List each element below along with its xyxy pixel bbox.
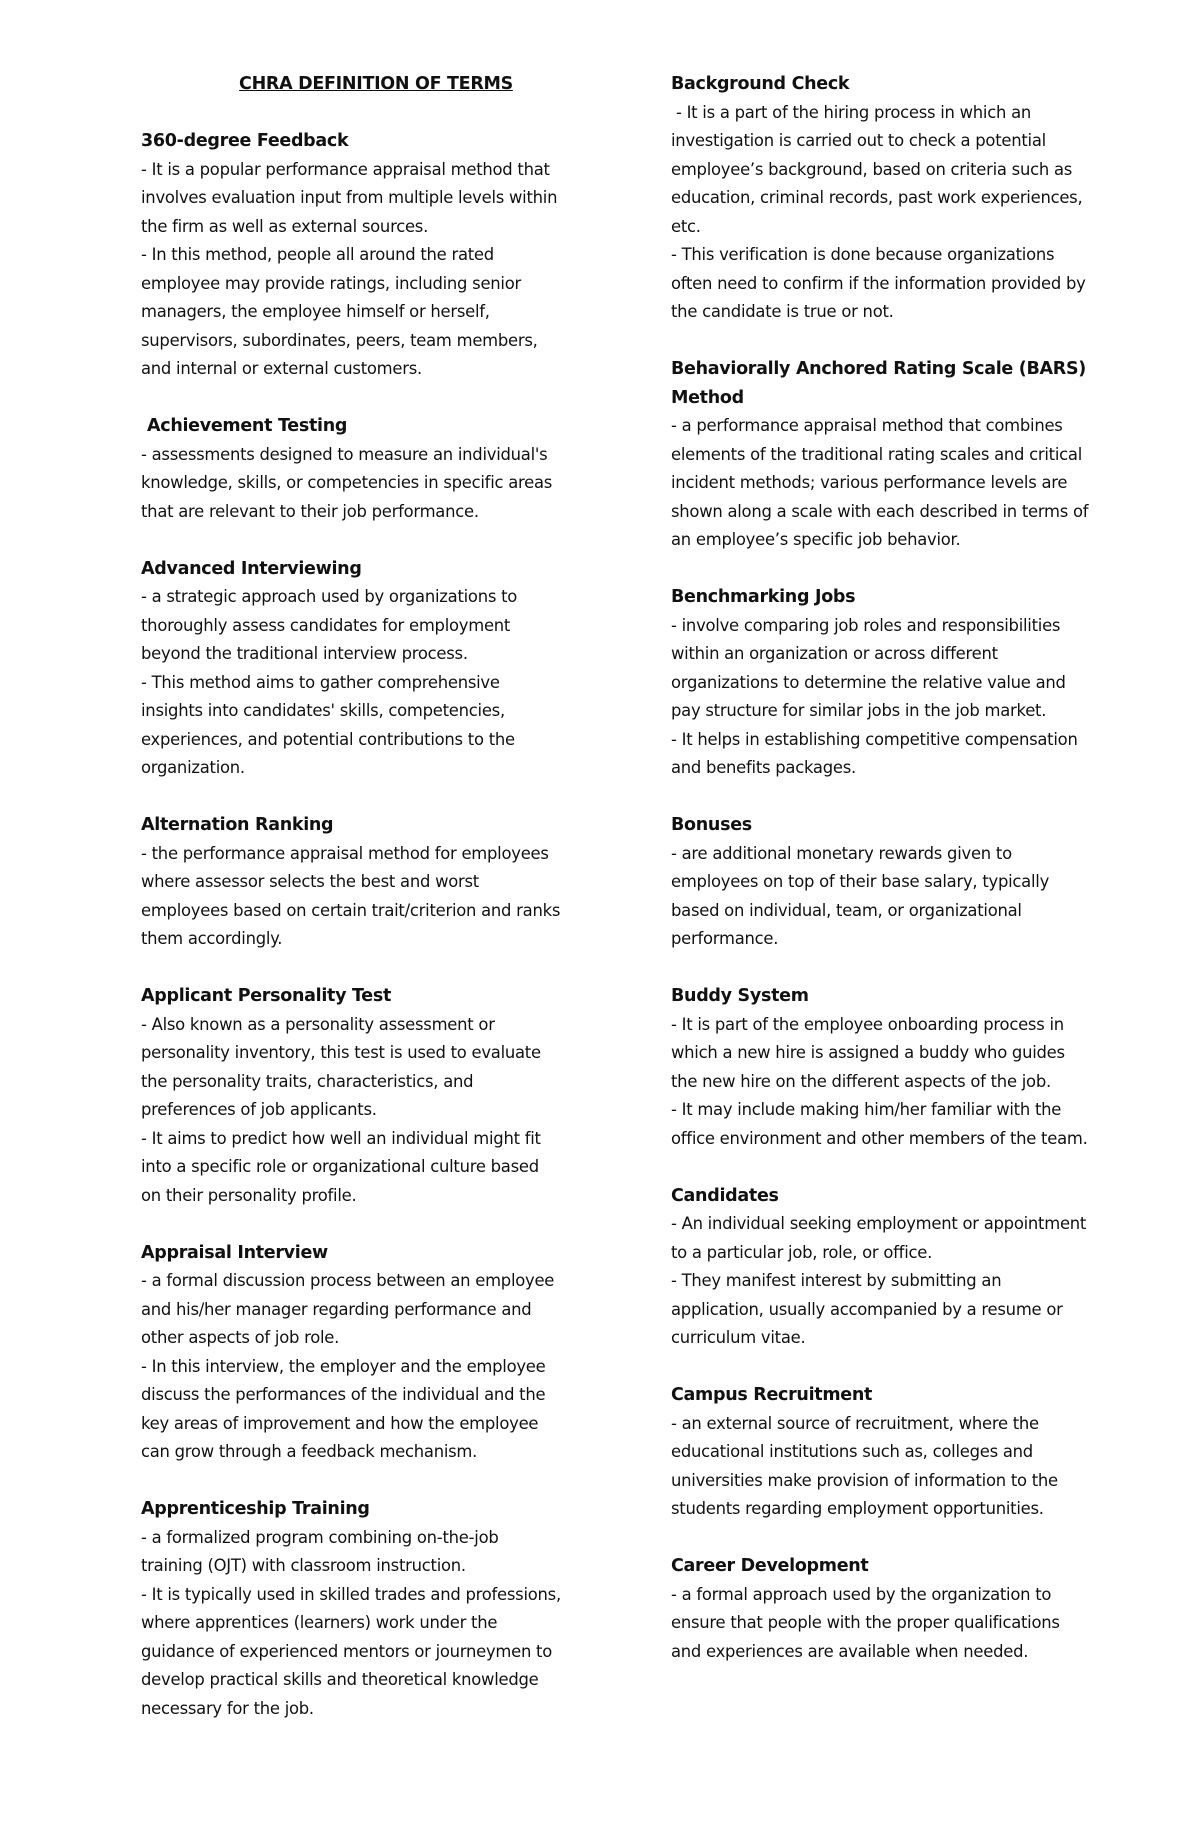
definition-line: involves evaluation input from multiple levels within	[141, 188, 558, 207]
definition-line: elements of the traditional rating scales and critical	[671, 444, 1083, 464]
definition-line: shown along a scale with each described in terms of	[671, 501, 1089, 521]
definition-line: the candidate is true or not.	[671, 302, 894, 321]
definition-line: - a formalized program combining on-the-job	[141, 1527, 499, 1547]
definition-line: on their personality profile.	[141, 1185, 357, 1205]
definition-line: education, criminal records, past work experiences,	[671, 188, 1083, 207]
definition-line: supervisors, subordinates, peers, team members,	[141, 330, 538, 350]
term-heading: 360-degree Feedback	[141, 131, 349, 151]
definition-line: guidance of experienced mentors or journeymen to	[141, 1641, 553, 1661]
term-entry-campus-recruitment	[671, 1381, 1146, 1524]
definition-line: experiences, and potential contributions to the	[141, 729, 515, 749]
term-heading: Benchmarking Jobs	[671, 587, 856, 607]
term-heading: Candidates	[671, 1185, 779, 1206]
right-column	[671, 70, 1146, 1695]
definition-line: - It may include making him/her familiar with the	[671, 1100, 1062, 1119]
definition-line: students regarding employment opportunities.	[671, 1499, 1044, 1518]
definition-line: the new hire on the different aspects of the job.	[671, 1071, 1051, 1091]
definition-line: - a formal discussion process between an employee	[141, 1271, 555, 1290]
term-heading: Alternation Ranking	[141, 815, 334, 835]
definition-line: - In this interview, the employer and the employee	[141, 1356, 546, 1376]
definition-line: organization.	[141, 758, 245, 777]
definition-line: application, usually accompanied by a resume or	[671, 1299, 1063, 1319]
definition-line: personality inventory, this test is used to evaluate	[141, 1043, 541, 1062]
definition-line: - a performance appraisal method that combines	[671, 416, 1063, 435]
definition-line: can grow through a feedback mechanism.	[141, 1442, 478, 1461]
term-heading: Advanced Interviewing	[141, 558, 362, 579]
term-heading: Applicant Personality Test	[141, 986, 392, 1006]
definition-line: into a specific role or organizational culture based	[141, 1157, 539, 1176]
term-heading: Bonuses	[671, 815, 752, 835]
definition-line: discuss the performances of the individual and the	[141, 1385, 546, 1404]
definition-line: where assessor selects the best and worst	[141, 872, 479, 891]
document-title: CHRA DEFINITION OF TERMS	[239, 74, 513, 94]
definition-line: knowledge, skills, or competencies in specific areas	[141, 473, 553, 492]
definition-line: - Also known as a personality assessment or	[141, 1014, 495, 1034]
definition-line: the personality traits, characteristics, and	[141, 1071, 474, 1091]
term-entry-appraisal-interview	[141, 1239, 611, 1467]
definition-line: - an external source of recruitment, where the	[671, 1413, 1039, 1433]
definition-line: - It aims to predict how well an individual might fit	[141, 1128, 541, 1148]
definition-line: within an organization or across different	[671, 644, 998, 663]
definition-line: - This verification is done because organizations	[671, 245, 1055, 264]
definition-line: - It is a part of the hiring process in which an	[671, 102, 1032, 122]
definition-line: the firm as well as external sources.	[141, 216, 429, 236]
term-entry-career-development	[671, 1552, 1146, 1666]
definition-line: and experiences are available when needed.	[671, 1641, 1029, 1661]
left-column	[141, 70, 611, 1752]
definition-line: beyond the traditional interview process.	[141, 644, 468, 663]
definition-line: an employee’s specific job behavior.	[671, 530, 961, 549]
definition-line: ensure that people with the proper qualifications	[671, 1613, 1060, 1632]
definition-line: - In this method, people all around the rated	[141, 245, 494, 264]
term-entry-candidates	[671, 1182, 1146, 1353]
definition-line: organizations to determine the relative value and	[671, 672, 1066, 692]
definition-line: - It is part of the employee onboarding process in	[671, 1014, 1064, 1034]
definition-line: to a particular job, role, or office.	[671, 1242, 933, 1262]
definition-line: employee may provide ratings, including senior	[141, 273, 522, 293]
definition-line: them accordingly.	[141, 929, 283, 948]
definition-line: training (OJT) with classroom instruction.	[141, 1556, 466, 1575]
term-heading: Buddy System	[671, 986, 809, 1006]
term-entry-background-check	[671, 70, 1146, 327]
definition-line: - a strategic approach used by organizations to	[141, 587, 518, 606]
definition-line: employees based on certain trait/criterion and ranks	[141, 900, 561, 920]
definition-line: often need to confirm if the information provided by	[671, 273, 1086, 293]
definition-line: - involve comparing job roles and responsibilities	[671, 615, 1061, 635]
term-heading: Career Development	[671, 1556, 869, 1576]
definition-line: - a formal approach used by the organization to	[671, 1584, 1052, 1604]
definition-line: office environment and other members of the team.	[671, 1128, 1088, 1148]
definition-line: that are relevant to their job performance.	[141, 501, 479, 521]
definition-line: other aspects of job role.	[141, 1328, 340, 1347]
definition-line: and internal or external customers.	[141, 359, 422, 378]
term-entry-bars-method	[671, 355, 1146, 555]
definition-line: pay structure for similar jobs in the job market.	[671, 701, 1047, 720]
term-heading: Appraisal Interview	[141, 1242, 328, 1263]
definition-line: educational institutions such as, colleges and	[671, 1442, 1033, 1461]
definition-line: - An individual seeking employment or appointment	[671, 1214, 1087, 1233]
definition-line: insights into candidates' skills, competencies,	[141, 701, 505, 720]
term-entry-achievement-testing	[141, 412, 611, 526]
definition-line: performance.	[671, 929, 779, 948]
term-heading: Behaviorally Anchored Rating Scale (BARS) Method	[671, 359, 1086, 408]
definition-line: incident methods; various performance levels are	[671, 473, 1068, 492]
definition-line: universities make provision of information to the	[671, 1470, 1058, 1490]
definition-line: key areas of improvement and how the employee	[141, 1413, 539, 1433]
definition-line: - It is a popular performance appraisal method that	[141, 159, 550, 179]
definition-line: based on individual, team, or organizational	[671, 900, 1022, 920]
term-heading: Apprenticeship Training	[141, 1499, 370, 1519]
definition-line: where apprentices (learners) work under the	[141, 1613, 498, 1632]
term-heading: Achievement Testing	[147, 416, 348, 436]
definition-line: - are additional monetary rewards given to	[671, 843, 1012, 863]
definition-line: - It is typically used in skilled trades and professions,	[141, 1584, 561, 1604]
definition-line: investigation is carried out to check a potential	[671, 131, 1046, 150]
definition-line: and benefits packages.	[671, 758, 856, 777]
definition-line: - the performance appraisal method for employees	[141, 843, 549, 863]
definition-line: which a new hire is assigned a buddy who guides	[671, 1043, 1065, 1062]
term-entry-applicant-personality-test	[141, 982, 611, 1210]
term-entry-advanced-interviewing	[141, 555, 611, 783]
definition-line: managers, the employee himself or herself,	[141, 302, 490, 321]
definition-line: thoroughly assess candidates for employment	[141, 615, 511, 635]
term-entry-360-degree-feedback	[141, 127, 611, 384]
definition-line: - assessments designed to measure an individual's	[141, 444, 548, 464]
definition-line: employees on top of their base salary, typically	[671, 872, 1050, 891]
term-heading: Campus Recruitment	[671, 1385, 873, 1405]
term-entry-benchmarking-jobs	[671, 583, 1146, 783]
term-heading: Background Check	[671, 74, 850, 94]
definition-line: and his/her manager regarding performance and	[141, 1299, 532, 1319]
definition-line: develop practical skills and theoretical knowledge	[141, 1670, 539, 1689]
definition-line: - It helps in establishing competitive compensation	[671, 729, 1078, 749]
definition-line: preferences of job applicants.	[141, 1100, 377, 1119]
term-entry-bonuses	[671, 811, 1146, 954]
definition-line: - This method aims to gather comprehensive	[141, 672, 500, 692]
term-entry-buddy-system	[671, 982, 1146, 1153]
definition-line: necessary for the job.	[141, 1698, 314, 1718]
definition-line: etc.	[671, 216, 701, 236]
definition-line: curriculum vitae.	[671, 1328, 806, 1347]
term-entry-alternation-ranking	[141, 811, 611, 954]
term-entry-apprenticeship-training	[141, 1495, 611, 1723]
definition-line: employee’s background, based on criteria such as	[671, 159, 1073, 179]
definition-line: - They manifest interest by submitting an	[671, 1271, 1002, 1290]
